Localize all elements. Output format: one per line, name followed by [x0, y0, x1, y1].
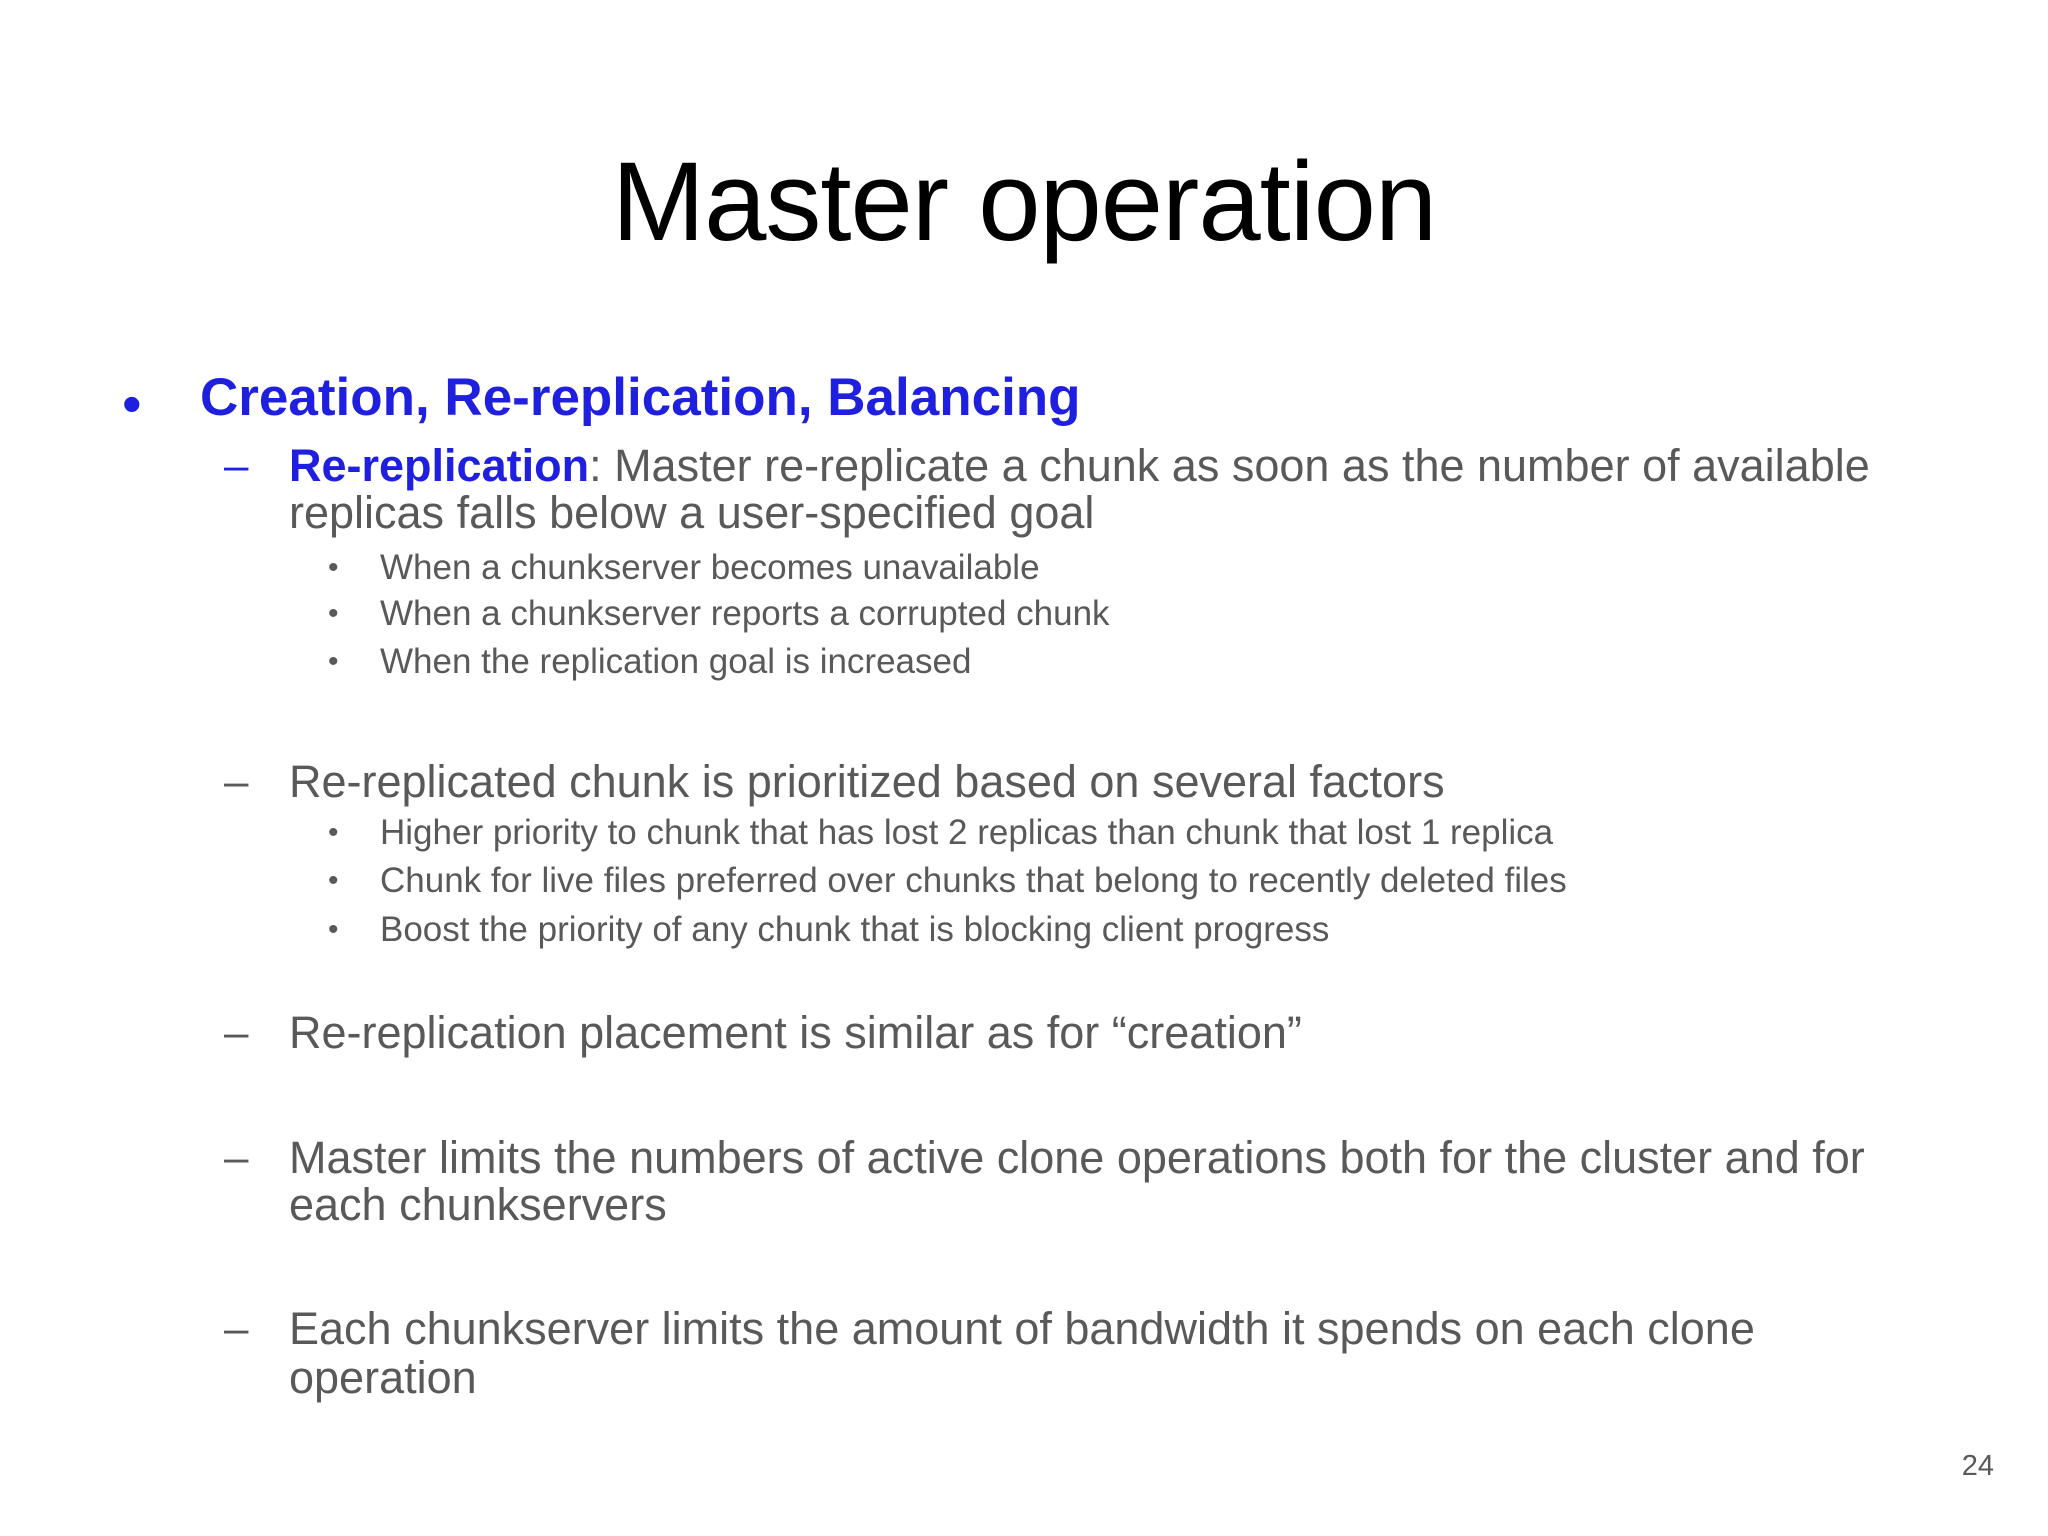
sub-item-prior-1: Higher priority to chunk that has lost 2 replicas than chunk that lost 1 replica	[380, 813, 1554, 852]
sub-item-rerep-1: When a chunkserver becomes unavailable	[380, 548, 1040, 587]
sub-item-prior-3: Boost the priority of any chunk that is blocking client progress	[380, 910, 1330, 949]
sub-bullet-prior-2: •	[328, 864, 339, 897]
sub-bullet-prior-3: •	[328, 913, 339, 946]
rereplication-keyword: Re-replication	[289, 440, 590, 491]
dash-prioritized: –	[224, 757, 249, 806]
level1-bullet: •	[122, 372, 142, 435]
sub-bullet-rerep-3: •	[328, 645, 339, 678]
dash-rereplication: –	[224, 441, 249, 490]
placement-text: Re-replication placement is similar as for “creation”	[289, 1007, 1302, 1058]
limits-line-2: each chunkservers	[289, 1179, 667, 1230]
dash-bandwidth: –	[224, 1304, 249, 1353]
sub-item-rerep-2: When a chunkserver reports a corrupted chunk	[380, 594, 1110, 633]
sub-item-prior-2: Chunk for live files preferred over chunks that belong to recently deleted files	[380, 861, 1567, 900]
sub-item-rerep-3: When the replication goal is increased	[380, 642, 972, 681]
dash-limits: –	[224, 1133, 249, 1182]
limits-line-1: Master limits the numbers of active clone operations both for the cluster and for	[289, 1132, 1865, 1183]
sub-bullet-prior-1: •	[328, 816, 339, 849]
rereplication-text-rest: : Master re-replicate a chunk as soon as the number of available	[589, 440, 1870, 491]
sub-bullet-rerep-1: •	[328, 551, 339, 584]
bandwidth-line-1: Each chunkserver limits the amount of bandwidth it spends on each clone	[289, 1303, 1755, 1354]
rereplication-line-2: replicas falls below a user-specified goal	[289, 487, 1095, 538]
bandwidth-line-2: operation	[289, 1352, 477, 1403]
slide-title: Master operation	[611, 139, 1437, 264]
level1-heading: Creation, Re-replication, Balancing	[200, 368, 1081, 427]
prioritized-text: Re-replicated chunk is prioritized based on several factors	[289, 756, 1445, 807]
rereplication-line-1	[289, 442, 1870, 490]
page-number: 24	[1961, 1450, 1994, 1482]
dash-placement: –	[224, 1008, 249, 1057]
sub-bullet-rerep-2: •	[328, 597, 339, 630]
